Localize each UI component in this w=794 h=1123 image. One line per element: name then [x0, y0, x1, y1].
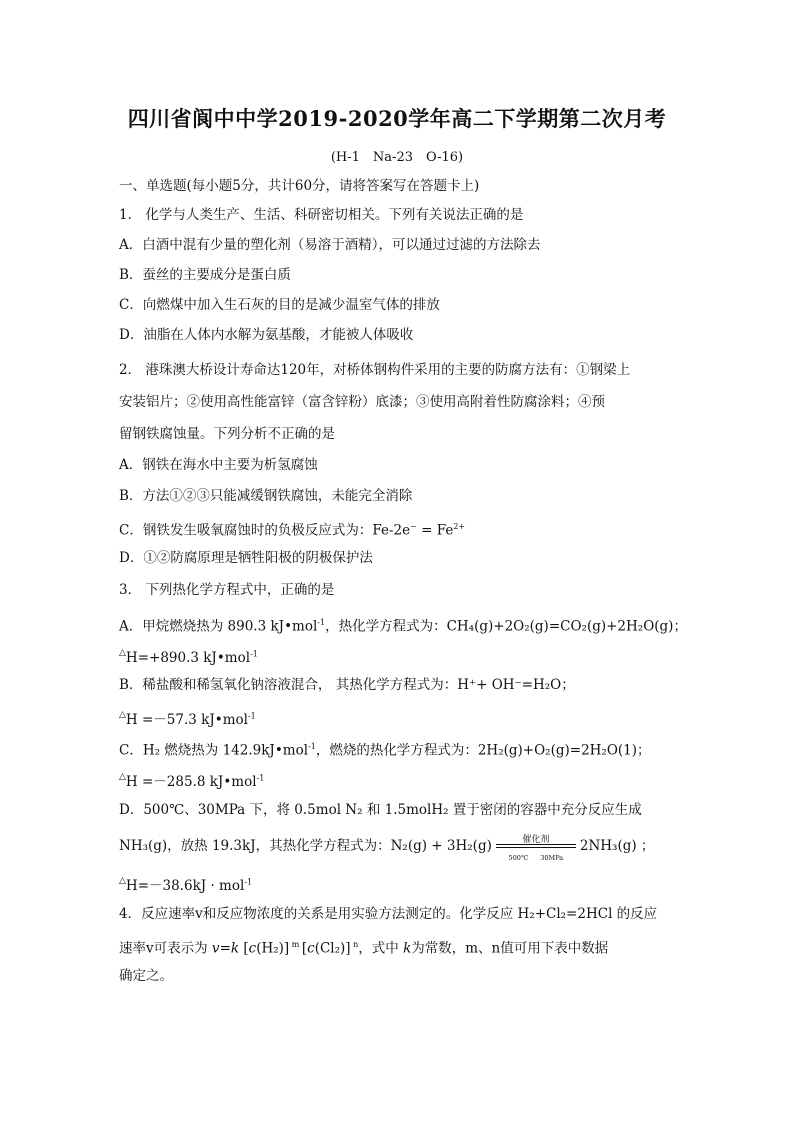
q3-option-d-line3: [119, 871, 679, 896]
q3-a-enthalpy: H=+890.3 kJ•mol: [125, 650, 251, 666]
q1-option-a: A．白酒中混有少量的塑化剂（易溶于酒精），可以通过过滤的方法除去: [119, 237, 541, 253]
q3-c-equation: ，燃烧的热化学方程式为：2H₂(g)+O₂(g)=2H₂O(1)；: [315, 742, 651, 759]
q2-stem-line2: 安装铝片；②使用高性能富锌（富含锌粉）底漆；③使用高附着性防腐涂料；④预: [119, 394, 605, 410]
q2-option-b: B．方法①②③只能减缓钢铁腐蚀，未能完全消除: [119, 488, 413, 504]
q1-option-d: D．油脂在人体内水解为氨基酸，才能被人体吸收: [119, 327, 414, 343]
q2-ion-charge: 2+: [453, 522, 466, 531]
q2-option-c-eq: = Fe: [416, 522, 454, 539]
q1-option-b: B．蚕丝的主要成分是蛋白质: [119, 267, 291, 283]
q4-text-h: 为常数，m、n值可用下表中数据: [411, 940, 609, 957]
reaction-conditions: 500℃ 30MPa: [508, 854, 564, 862]
q3-c-enthalpy-exp: -1: [256, 773, 265, 783]
q4-text-c: [: [239, 940, 249, 957]
delta-symbol: △: [119, 710, 126, 720]
q3-a-equation: ，热化学方程式为：CH₄(g)+2O₂(g)=CO₂(g)+2H₂O(g)；: [325, 618, 687, 635]
q4-text-d: (H₂)]: [256, 940, 290, 957]
q4-stem-line3: 确定之。: [119, 968, 173, 984]
q3-option-c-line2: [119, 767, 679, 792]
q3-option-c-line1: [119, 737, 679, 761]
catalyst-label: 催化剂: [522, 835, 550, 845]
q4-stem-line2: [119, 935, 679, 959]
q3-c-enthalpy: H =－285.8 kJ•mol: [125, 774, 257, 790]
q2-electron-charge: −: [410, 522, 417, 531]
q4-stem-line1: 4．反应速率v和反应物浓度的关系是用实验方法测定的。化学反应 H₂+Cl₂=2HCl 的反应: [119, 906, 658, 922]
q2-option-c: [119, 517, 679, 541]
q4-text-g: ，式中: [358, 940, 404, 957]
q3-d-reactants: NH₃(g)，放热 19.3kJ，其热化学方程式为：N₂(g) + 3H₂(g): [119, 838, 492, 854]
q1-stem: 1． 化学与人类生产、生活、科研密切相关。下列有关说法正确的是: [119, 207, 524, 223]
q3-b-enthalpy: H =－57.3 kJ•mol: [125, 712, 248, 728]
q3-option-a-line2: [119, 643, 679, 668]
q3-b-enthalpy-exp: -1: [247, 711, 256, 721]
q3-c-text: C．H₂ 燃烧热为 142.9kJ•mol: [119, 742, 309, 759]
q1-option-c: C．向燃煤中加入生石灰的目的是减少温室气体的排放: [119, 297, 440, 313]
q3-option-d-line1: D．500℃、30MPa 下，将 0.5mol N₂ 和 1.5molH₂ 置于密闭的容器中充分反应生成: [119, 802, 642, 818]
q3-option-a-line1: [119, 613, 687, 637]
q3-option-b-line2: [119, 705, 679, 730]
atomic-masses: (H-1 Na-23 O-16): [330, 150, 464, 165]
reversible-arrow: [496, 835, 576, 862]
q3-c-exp: -1: [308, 742, 316, 751]
q2-option-c-text: C．钢铁发生吸氧腐蚀时的负极反应式为：Fe-2e: [119, 522, 411, 539]
q4-var-c1: c: [248, 940, 257, 957]
q2-option-a: A．钢铁在海水中主要为析氢腐蚀: [119, 457, 318, 473]
q4-text-a: 速率v可表示为: [119, 940, 212, 957]
q4-text-b: =: [219, 940, 231, 957]
q2-stem-line1: 2． 港珠澳大桥设计寿命达120年，对桥体钢构件采用的主要的防腐方法有：①钢梁上: [119, 362, 631, 378]
exam-title: 四川省阆中中学2019-2020学年高二下学期第二次月考: [127, 106, 667, 131]
q4-var-k: k: [230, 940, 240, 957]
q3-a-exp: -1: [317, 618, 326, 627]
q4-text-f: (Cl₂)]: [314, 940, 351, 957]
q3-d-enthalpy: H=－38.6kJ · mol: [125, 878, 245, 894]
q4-text-e: [: [301, 940, 308, 957]
delta-symbol: △: [119, 772, 126, 782]
q3-option-d-line2: [119, 835, 679, 862]
q4-var-c2: c: [307, 940, 315, 957]
q4-exp-m: m: [289, 940, 302, 949]
q2-stem-line3: 留钢铁腐蚀量。下列分析不正确的是: [119, 426, 335, 442]
q4-exp-n: n: [350, 940, 359, 949]
q4-var-v: v: [211, 940, 220, 957]
arrow-line-top: [496, 844, 576, 845]
section-heading: 一、单选题(每小题5分，共计60分，请将答案写在答题卡上): [119, 178, 480, 194]
q3-d-enthalpy-exp: -1: [244, 877, 253, 887]
delta-symbol: △: [119, 876, 126, 886]
q3-d-products: 2NH₃(g) ；: [579, 838, 655, 854]
q3-a-text: A．甲烷燃烧热为 890.3 kJ•mol: [119, 618, 318, 635]
q4-var-k2: k: [403, 940, 412, 957]
q2-option-d: D．①②防腐原理是牺牲阳极的阴极保护法: [119, 550, 373, 566]
q3-option-b-line1: B．稀盐酸和稀氢氧化钠溶液混合， 其热化学方程式为：H⁺+ OH⁻=H₂O；: [119, 677, 575, 693]
delta-symbol: △: [119, 648, 126, 658]
q3-stem: 3． 下列热化学方程式中，正确的是: [119, 582, 335, 598]
q3-a-enthalpy-exp: -1: [250, 649, 258, 659]
